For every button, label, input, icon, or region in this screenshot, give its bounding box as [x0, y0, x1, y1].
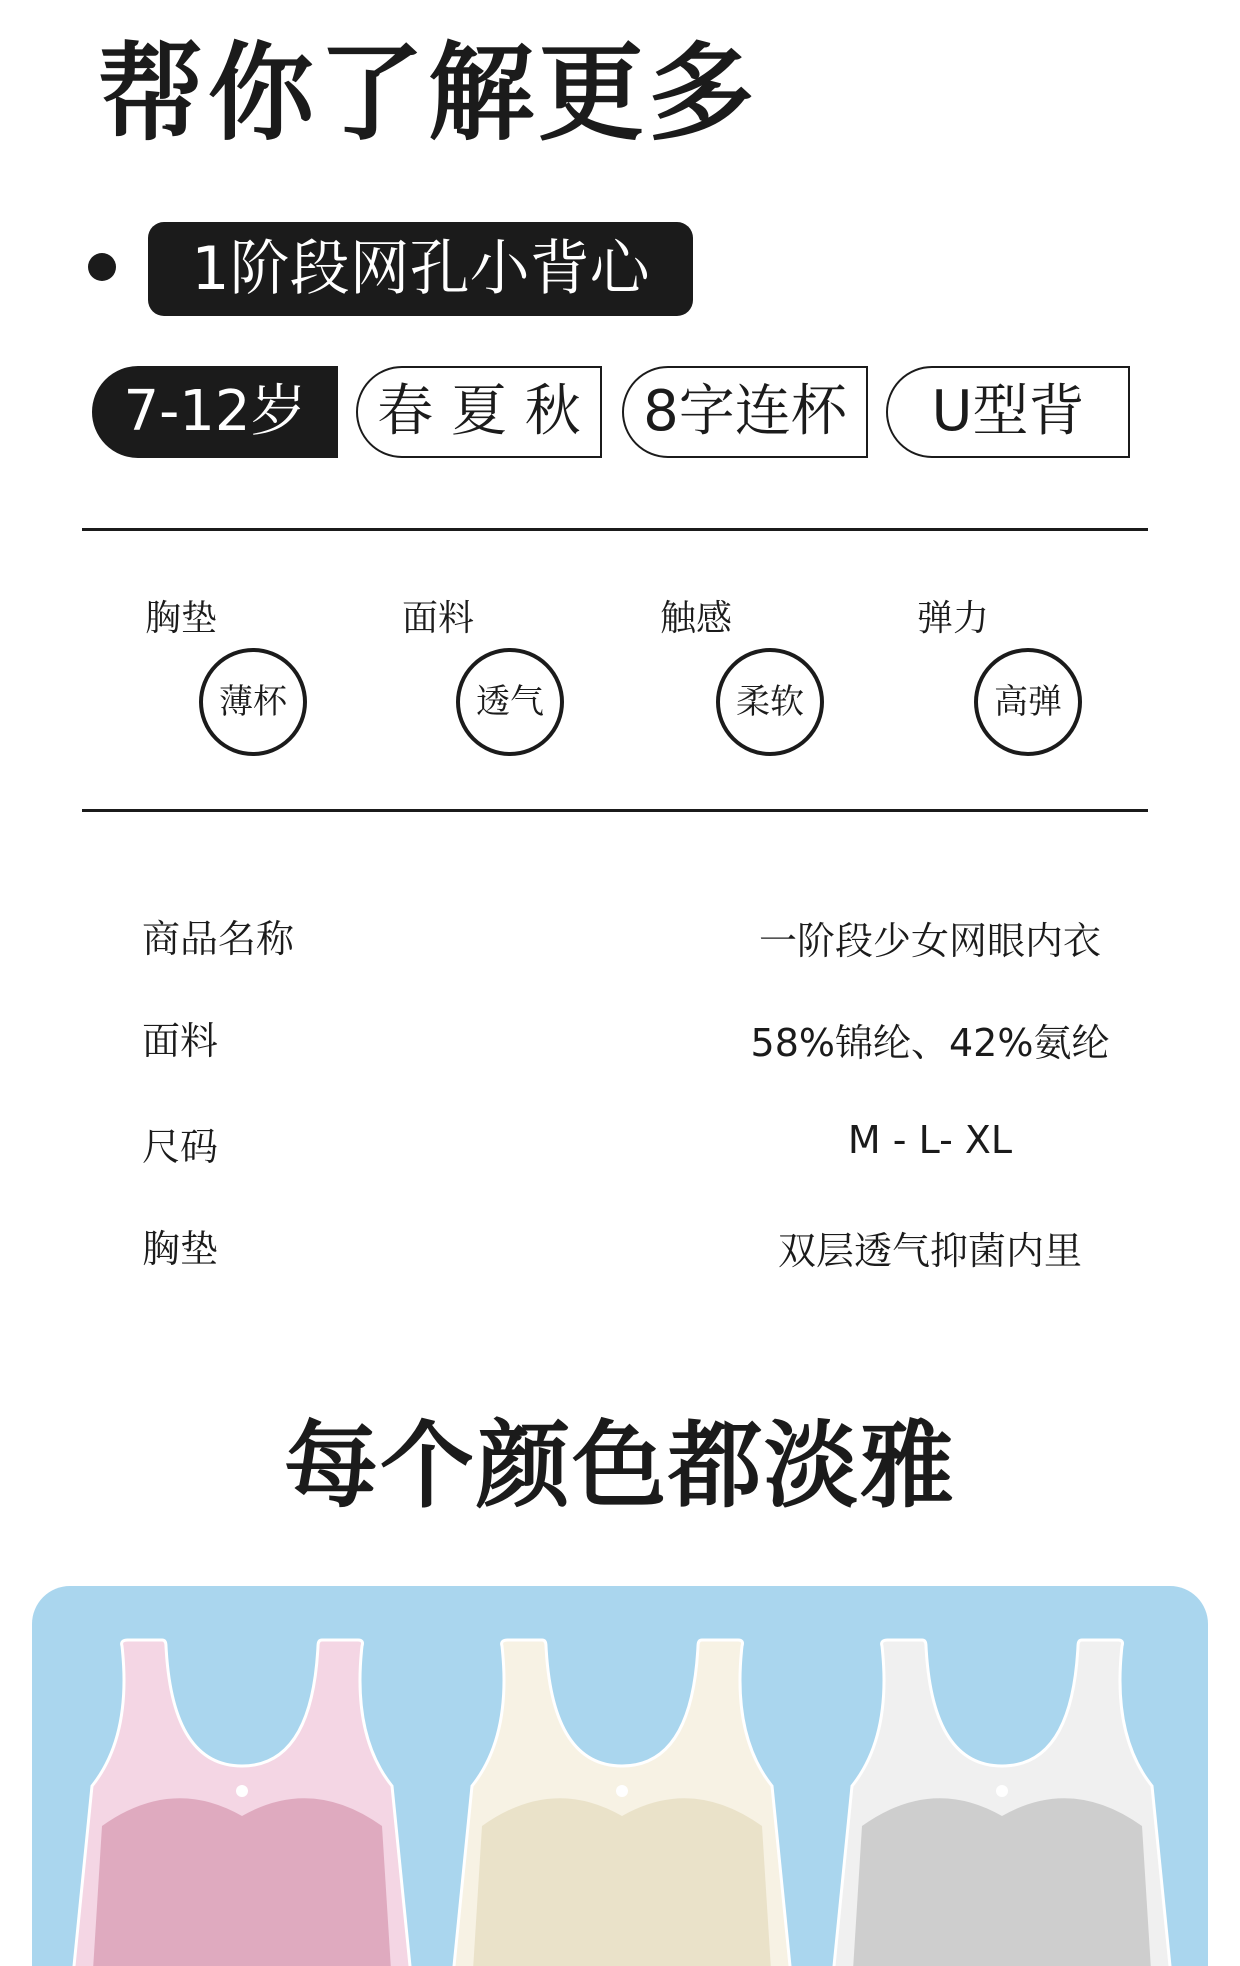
color-showcase-panel — [32, 1586, 1208, 1966]
attr-value-pad: 薄杯 — [199, 648, 307, 756]
spec-value-size: M - L- XL — [847, 1118, 1013, 1162]
attr-value-elastic: 高弹 — [974, 648, 1082, 756]
spec-value-fabric: 58%锦纶、42%氨纶 — [750, 1021, 1110, 1065]
spec-label-fabric: 面料 — [142, 1019, 219, 1063]
colors-heading: 每个颜色都淡雅 — [283, 1412, 956, 1521]
spec-label-name: 商品名称 — [142, 917, 295, 961]
garment-pink — [72, 1640, 412, 1966]
spec-label-pad: 胸垫 — [142, 1227, 219, 1271]
pill-back: U型背 — [886, 366, 1130, 458]
attr-label-elastic: 弹力 — [917, 598, 990, 639]
pill-season: 春 夏 秋 — [356, 366, 602, 458]
spec-value-name: 一阶段少女网眼内衣 — [758, 919, 1101, 963]
spec-value-pad: 双层透气抑菌内里 — [777, 1229, 1082, 1273]
pill-cup: 8字连杯 — [622, 366, 868, 458]
garment-illustrations — [32, 1586, 1208, 1966]
spec-label-size: 尺码 — [142, 1125, 219, 1169]
garment-grey — [832, 1640, 1172, 1966]
divider-bottom — [82, 809, 1148, 812]
attr-label-fabric: 面料 — [402, 598, 475, 639]
garment-cream — [452, 1640, 792, 1966]
attr-value-touch: 柔软 — [716, 648, 824, 756]
attr-label-pad: 胸垫 — [145, 598, 218, 639]
bullet-dot — [88, 253, 116, 281]
attr-value-fabric: 透气 — [456, 648, 564, 756]
page-title: 帮你了解更多 — [98, 32, 758, 155]
pill-age: 7-12岁 — [92, 366, 338, 458]
attr-label-touch: 触感 — [660, 598, 733, 639]
product-tag: 1阶段网孔小背心 — [148, 222, 693, 316]
divider-top — [82, 528, 1148, 531]
